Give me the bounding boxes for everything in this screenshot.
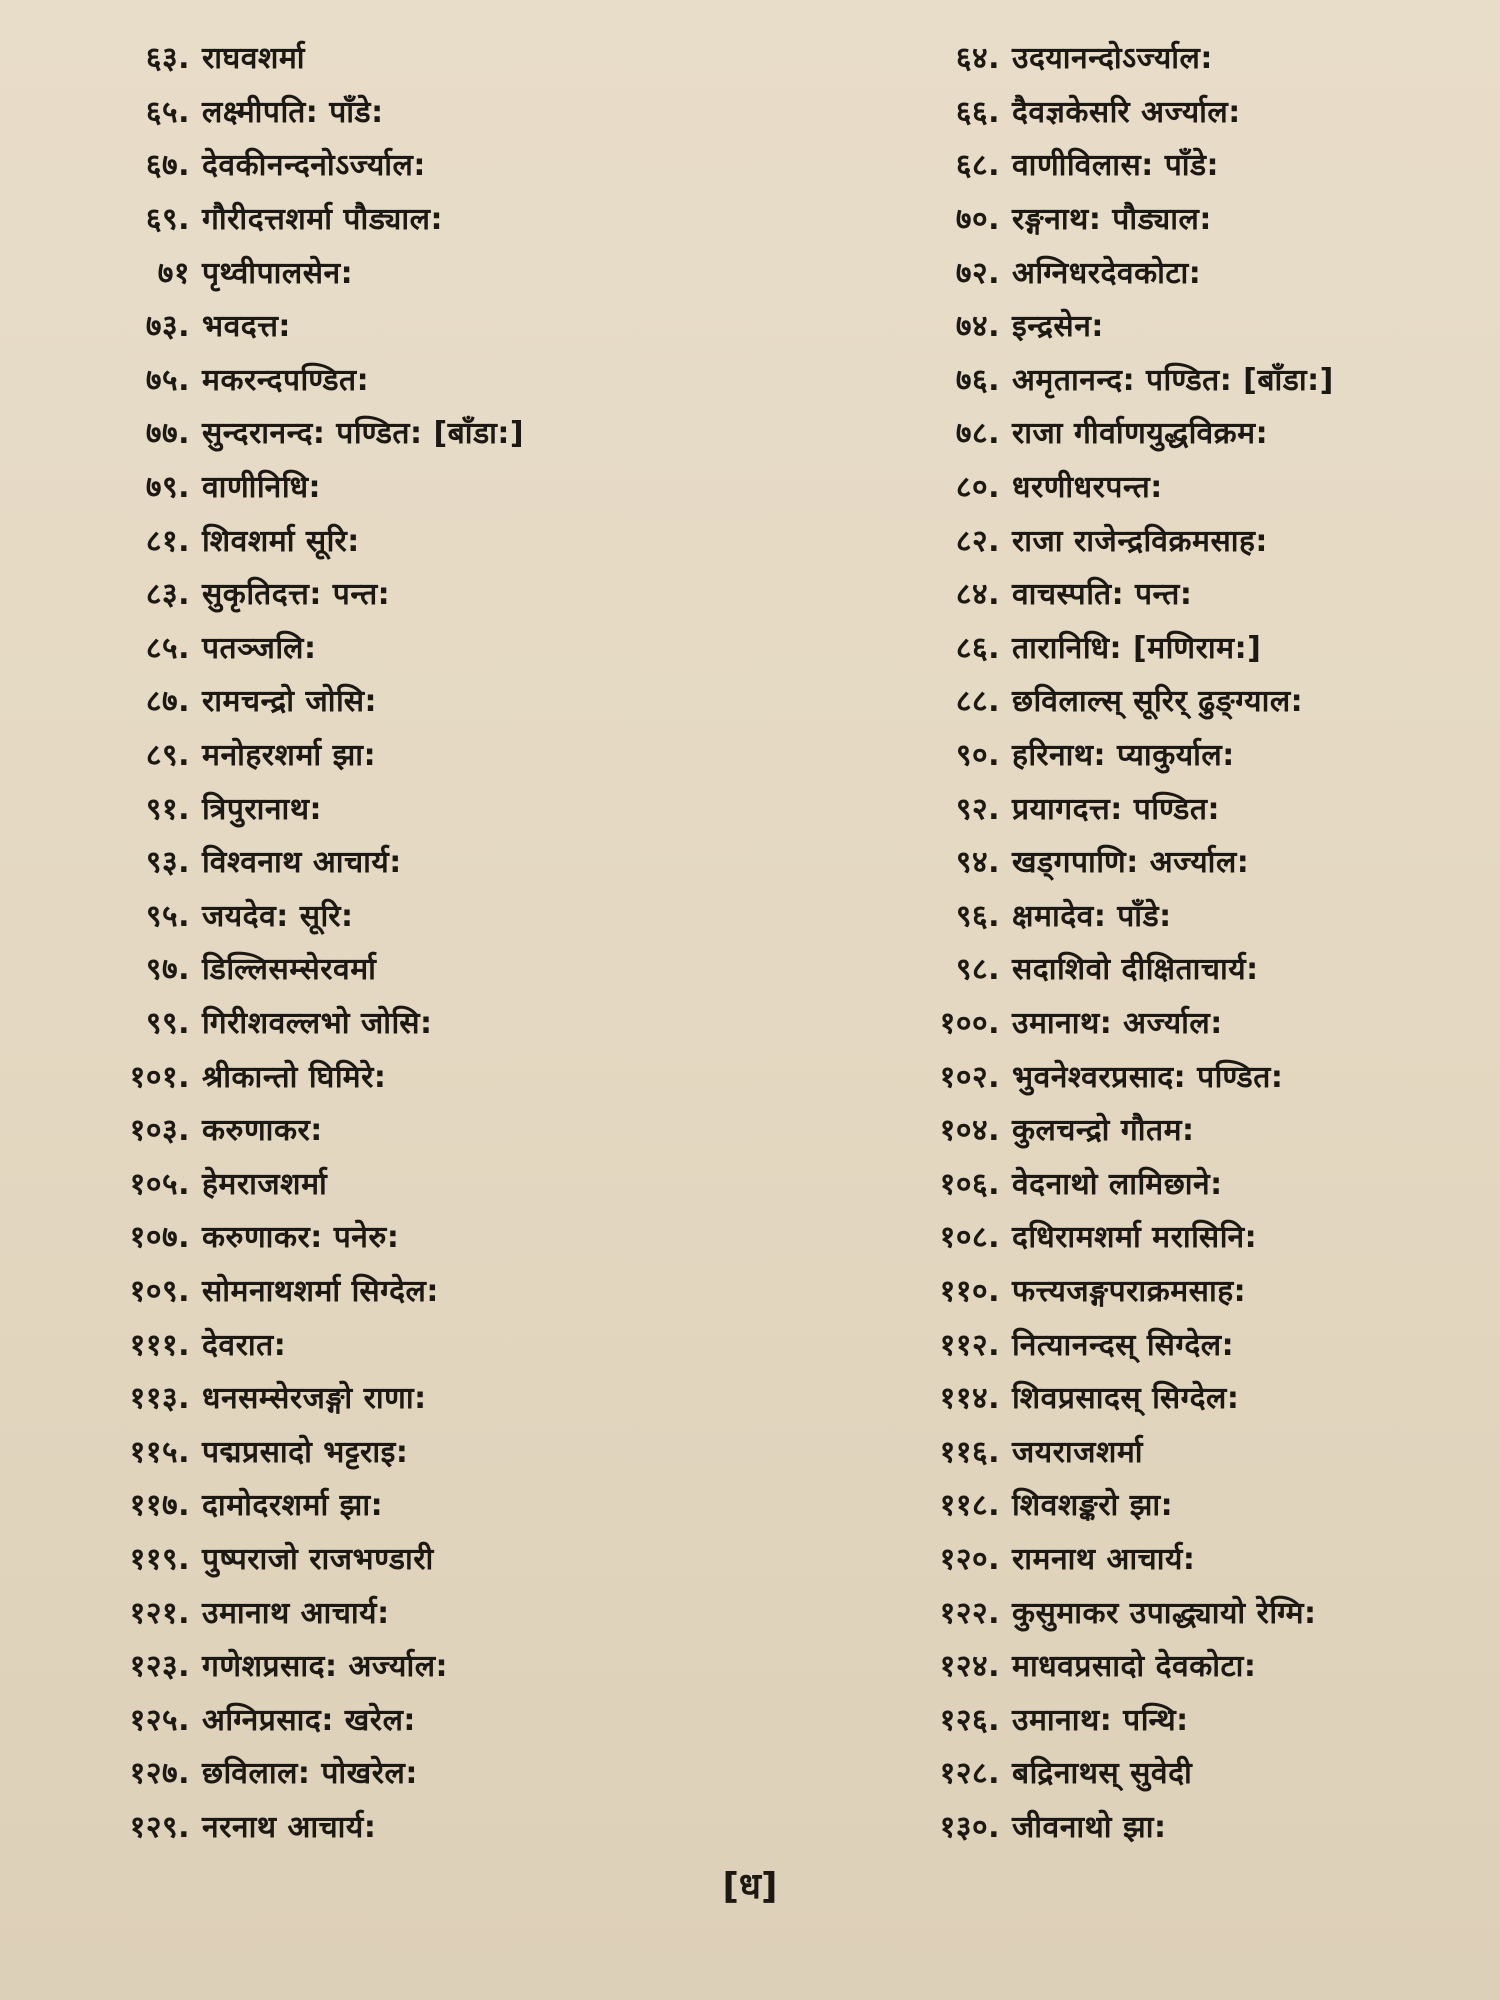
list-item [780,30,1450,84]
entry-name: अग्निप्रसाद: खरेल: [202,1702,416,1738]
list-item [780,1638,1450,1692]
entry-name: उदयानन्दोऽर्ज्याल: [1012,41,1213,77]
entry-name: हेमराजशर्मा [202,1166,328,1202]
list-item [780,191,1450,245]
entry-number: १११. [129,1327,190,1363]
entry-number: ११६. [939,1434,1000,1470]
entry-number: ९३. [145,845,190,881]
entry-number: १२३. [129,1649,190,1685]
entry-name: कुसुमाकर उपाद्ध्यायो रेग्मि: [1012,1595,1317,1631]
entry-number: ६७. [145,148,190,184]
list-item [780,84,1450,138]
entry-name: क्षमादेव: पाँडे: [1012,898,1172,934]
entry-number: १३०. [939,1809,1000,1845]
entry-number: ७५. [145,362,190,398]
entry-number: १२६. [939,1702,1000,1738]
list-item [780,673,1450,727]
list-item [780,995,1450,1049]
list-item [780,1745,1450,1799]
entry-number: ८४. [955,577,1000,613]
entry-number: ७६. [955,362,1000,398]
list-item [60,1370,780,1424]
entry-number: ११७. [129,1488,190,1524]
list-item [60,1691,780,1745]
entry-name: छविलाल्स् सूरिर् ढुङ्ग्याल: [1012,684,1304,720]
list-item [780,1799,1450,1853]
entry-name: तारानिधि: [मणिराम:] [1012,630,1262,666]
list-item [780,352,1450,406]
list-item [780,244,1450,298]
entry-number: ९७. [145,952,190,988]
entry-number: ९८. [955,952,1000,988]
list-item [60,84,780,138]
list-item [60,1799,780,1853]
entry-name: गिरीशवल्लभो जोसि: [202,1005,433,1041]
entry-name: सोमनाथशर्मा सिग्देल: [202,1273,439,1309]
list-item [780,727,1450,781]
entry-name: हरिनाथ: प्याकुर्याल: [1012,738,1235,774]
entry-name: दामोदरशर्मा झा: [202,1488,384,1524]
entry-number: १००. [939,1005,1000,1041]
list-item [780,1263,1450,1317]
entry-number: ९६. [955,898,1000,934]
entry-number: १२४. [939,1649,1000,1685]
entry-number: ६६. [955,94,1000,130]
entry-name: वाणीनिधि: [202,470,322,506]
entry-number: ६५. [145,94,190,130]
list-item [60,1155,780,1209]
list-item [780,298,1450,352]
entry-name: मनोहरशर्मा झा: [202,738,377,774]
entry-name: अग्निधरदेवकोटा: [1012,255,1202,291]
entry-name: करुणाकर: पनेरु: [202,1220,400,1256]
entry-name: देवकीनन्दनोऽर्ज्याल: [202,148,426,184]
entry-number: ६९. [145,202,190,238]
list-item [780,1531,1450,1585]
entry-number: १२०. [939,1541,1000,1577]
entry-number: ७०. [955,202,1000,238]
entry-name: धरणीधरपन्त: [1012,470,1163,506]
entry-name: नित्यानन्दस् सिग्देल: [1012,1327,1235,1363]
entry-name: अमृतानन्द: पण्डित: [बाँडा:] [1012,362,1334,398]
entry-name: नरनाथ आचार्य: [202,1809,377,1845]
list-item [60,405,780,459]
entry-name: मकरन्दपण्डित: [202,362,370,398]
entry-number: १२९. [129,1809,190,1845]
entry-name: शिवशङ्करो झा: [1012,1488,1174,1524]
entry-number: ९१. [145,791,190,827]
entry-number: ९९. [145,1005,190,1041]
entry-number: ११३. [129,1381,190,1417]
entry-number: १०१. [129,1059,190,1095]
entry-name: इन्द्रसेन: [1012,309,1104,345]
list-item [60,1745,780,1799]
entry-name: लक्ष्मीपति: पाँडे: [202,94,384,130]
list-item [60,1048,780,1102]
list-item [60,1477,780,1531]
entry-name: धनसम्सेरजङ्गो राणा: [202,1381,427,1417]
entry-name: भुवनेश्वरप्रसाद: पण्डित: [1012,1059,1284,1095]
entry-name: माधवप्रसादो देवकोटा: [1012,1649,1257,1685]
entry-name: छविलाल: पोखरेल: [202,1756,418,1792]
name-list [60,30,1450,1852]
entry-number: १२७. [129,1756,190,1792]
entry-number: ८२. [955,523,1000,559]
list-item [60,1209,780,1263]
entry-name: खड्गपाणि: अर्ज्याल: [1012,845,1250,881]
entry-name: बद्रिनाथस् सुवेदी [1012,1756,1193,1792]
entry-number: ७७. [145,416,190,452]
entry-number: ७१ [157,255,190,291]
entry-number: ११४. [939,1381,1000,1417]
entry-number: ८७. [145,684,190,720]
entry-name: राजा राजेन्द्रविक्रमसाह: [1012,523,1268,559]
entry-number: ८५. [145,630,190,666]
list-item [60,30,780,84]
entry-number: ९२. [955,791,1000,827]
list-item [60,888,780,942]
list-item [780,1370,1450,1424]
list-item [780,1209,1450,1263]
entry-number: ११०. [939,1273,1000,1309]
entry-number: ८१. [145,523,190,559]
list-item [60,780,780,834]
entry-name: वेदनाथो लामिछाने: [1012,1166,1223,1202]
entry-number: १०४. [939,1113,1000,1149]
entry-name: राजा गीर्वाणयुद्धविक्रम: [1012,416,1269,452]
list-item [60,834,780,888]
entry-name: सुन्दरानन्द: पण्डित: [बाँडा:] [202,416,525,452]
entry-number: ११२. [939,1327,1000,1363]
entry-name: रामनाथ आचार्य: [1012,1541,1196,1577]
entry-name: दधिरामशर्मा मरासिनि: [1012,1220,1258,1256]
entry-number: १२८. [939,1756,1000,1792]
entry-name: पद्मप्रसादो भट्टराइ: [202,1434,409,1470]
entry-number: ७२. [955,255,1000,291]
entry-name: विश्वनाथ आचार्य: [202,845,402,881]
list-item [780,1102,1450,1156]
entry-name: शिवप्रसादस् सिग्देल: [1012,1381,1240,1417]
list-item [780,1048,1450,1102]
entry-name: कुलचन्द्रो गौतम: [1012,1113,1195,1149]
entry-name: रङ्गनाथ: पौड्याल: [1012,202,1212,238]
entry-name: शिवशर्मा सूरि: [202,523,360,559]
list-item [780,1423,1450,1477]
list-item [60,941,780,995]
list-item [60,191,780,245]
entry-name: सुकृतिदत्त: पन्त: [202,577,391,613]
list-item [60,673,780,727]
entry-name: जयराजशर्मा [1012,1434,1144,1470]
list-item [780,566,1450,620]
entry-name: श्रीकान्तो घिमिरे: [202,1059,387,1095]
entry-name: रामचन्द्रो जोसि: [202,684,378,720]
list-item [60,137,780,191]
list-item [780,780,1450,834]
list-item [60,620,780,674]
entry-name: देवरात: [202,1327,287,1363]
entry-number: ९०. [955,738,1000,774]
entry-name: भवदत्त: [202,309,291,345]
entry-name: फत्त्यजङ्गपराक्रमसाह: [1012,1273,1247,1309]
entry-name: जीवनाथो झा: [1012,1809,1167,1845]
list-item [780,1477,1450,1531]
entry-name: राघवशर्मा [202,41,306,77]
entry-number: ६८. [955,148,1000,184]
entry-name: पुष्पराजो राजभण्डारी [202,1541,434,1577]
list-item [60,1102,780,1156]
list-item [780,459,1450,513]
list-item [60,244,780,298]
entry-number: १०३. [129,1113,190,1149]
entry-name: प्रयागदत्त: पण्डित: [1012,791,1220,827]
entry-number: ८८. [955,684,1000,720]
entry-number: १२१. [129,1595,190,1631]
entry-number: ११५. [129,1434,190,1470]
list-item [780,1691,1450,1745]
list-item [60,1423,780,1477]
list-item [60,1531,780,1585]
list-item [780,512,1450,566]
list-item [60,1263,780,1317]
entry-name: त्रिपुरानाथ: [202,791,322,827]
list-item [60,1638,780,1692]
list-item [780,941,1450,995]
list-item [780,1155,1450,1209]
entry-number: ७४. [955,309,1000,345]
entry-number: ७३. [145,309,190,345]
entry-name: वाचस्पति: पन्त: [1012,577,1193,613]
entry-name: गौरीदत्तशर्मा पौड्याल: [202,202,443,238]
entry-number: ६३. [145,41,190,77]
entry-name: जयदेव: सूरि: [202,898,354,934]
list-item [60,352,780,406]
list-item [60,995,780,1049]
entry-number: ८९. [145,738,190,774]
entry-name: वाणीविलास: पाँडे: [1012,148,1220,184]
list-item [780,405,1450,459]
list-item [780,620,1450,674]
entry-name: गणेशप्रसाद: अर्ज्याल: [202,1649,449,1685]
list-item [60,298,780,352]
entry-number: १०६. [939,1166,1000,1202]
page-number: [ध] [722,1866,778,1907]
entry-number: ११८. [939,1488,1000,1524]
entry-name: दैवज्ञकेसरि अर्ज्याल: [1012,94,1241,130]
entry-number: ८३. [145,577,190,613]
entry-number: ७८. [955,416,1000,452]
list-item [60,1584,780,1638]
entry-name: सदाशिवो दीक्षिताचार्य: [1012,952,1259,988]
entry-number: ८६. [955,630,1000,666]
entry-number: ६४. [955,41,1000,77]
entry-name: पृथ्वीपालसेन: [202,255,354,291]
entry-name: पतञ्जलि: [202,630,317,666]
entry-name: डिल्लिसम्सेरवर्मा [202,952,377,988]
list-item [60,566,780,620]
entry-name: उमानाथ आचार्य: [202,1595,390,1631]
entry-number: ९४. [955,845,1000,881]
entry-name: उमानाथ: पन्थि: [1012,1702,1189,1738]
list-item [780,137,1450,191]
list-item [60,512,780,566]
entry-number: १२५. [129,1702,190,1738]
list-item [780,888,1450,942]
entry-number: १०२. [939,1059,1000,1095]
entry-number: ७९. [145,470,190,506]
list-item [780,834,1450,888]
entry-number: १०५. [129,1166,190,1202]
entry-number: १२२. [939,1595,1000,1631]
entry-number: ११९. [129,1541,190,1577]
list-item [780,1316,1450,1370]
entry-number: १०८. [939,1220,1000,1256]
entry-name: करुणाकर: [202,1113,323,1149]
list-item [60,459,780,513]
entry-name: उमानाथ: अर्ज्याल: [1012,1005,1223,1041]
entry-number: ८०. [955,470,1000,506]
entry-number: १०७. [129,1220,190,1256]
list-item [780,1584,1450,1638]
list-item [60,1316,780,1370]
entry-number: १०९. [129,1273,190,1309]
entry-number: ९५. [145,898,190,934]
list-item [60,727,780,781]
